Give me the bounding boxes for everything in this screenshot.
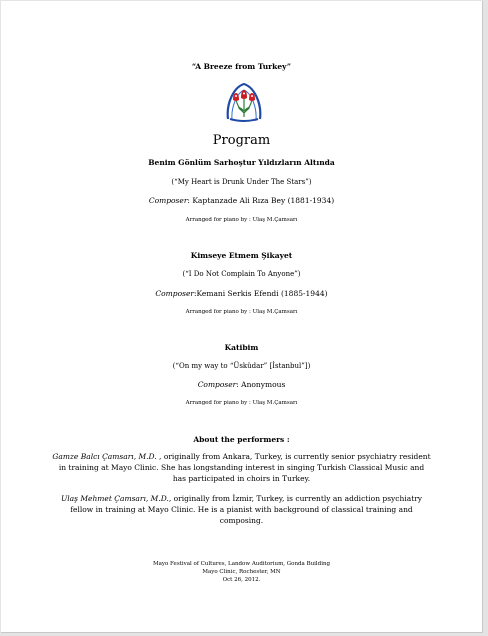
composer-name: :Kemani Serkis Efendi (1885-1944) <box>193 289 328 298</box>
tulip-ornament-icon <box>224 81 264 123</box>
piece-translation: (“I Do Not Complain To Anyone”) <box>182 270 301 278</box>
piece-title: Katibim <box>224 343 259 352</box>
footer-location: Mayo Clinic, Rochester, MN <box>202 569 281 575</box>
bio-line: composing. <box>219 516 264 525</box>
bio-text: , originally from Ankara, Turkey, is currently senior psychiatry resident <box>156 452 431 461</box>
bio-line <box>31 451 452 462</box>
about-heading: About the performers : <box>193 435 290 444</box>
performer-bio <box>31 493 452 526</box>
document-page <box>1 1 483 633</box>
piece-arranger: Arranged for piano by : Ulaş M.Çamsarı <box>185 217 298 223</box>
composer-name: : Anonymous <box>236 380 286 389</box>
composer-name: : Kaptanzade Ali Rıza Bey (1881-1934) <box>187 196 335 205</box>
piece-title: Benim Gönlüm Sarhoştur Yıldızların Altında <box>148 158 335 167</box>
performer-bio <box>31 451 452 484</box>
composer-label: Composer <box>155 289 194 298</box>
piece-title: Kimseye Etmem Şikayet <box>190 251 293 260</box>
composer-label: Composer <box>148 196 188 205</box>
performer-name: Ulaş Mehmet Çamsarı, M.D., <box>60 494 172 503</box>
composer-label: Composer <box>197 380 237 389</box>
bio-line: has participated in choirs in Turkey. <box>172 474 311 483</box>
piece-arranger: Arranged for piano by : Ulaş M.Çamsarı <box>185 309 298 315</box>
document-title: “A Breeze from Turkey” <box>191 62 292 71</box>
piece-composer <box>1 380 482 389</box>
bio-line: fellow in training at Mayo Clinic. He is a pianist with background of classical training and <box>70 505 413 514</box>
bio-line: in training at Mayo Clinic. She has longstanding interest in singing Turkish Classical Music and <box>58 463 425 472</box>
bio-line <box>31 493 452 504</box>
piece-translation: (“On my way to “Üsküdar” [İstanbul”]) <box>172 362 311 370</box>
performer-name: Gamze Balcı Çamsarı, M.D. <box>52 452 157 461</box>
piece-composer <box>1 289 482 298</box>
footer-venue: Mayo Festival of Cultures, Landow Auditorium, Gonda Building <box>152 561 331 567</box>
bio-text: originally from İzmir, Turkey, is currently an addiction psychiatry <box>171 494 423 503</box>
piece-translation: (“My Heart is Drunk Under The Stars”) <box>171 178 312 186</box>
footer-date: Oct 26, 2012. <box>222 577 261 583</box>
piece-arranger: Arranged for piano by : Ulaş M.Çamsarı <box>185 400 298 406</box>
program-heading: Program <box>212 133 271 148</box>
piece-composer <box>1 196 482 205</box>
